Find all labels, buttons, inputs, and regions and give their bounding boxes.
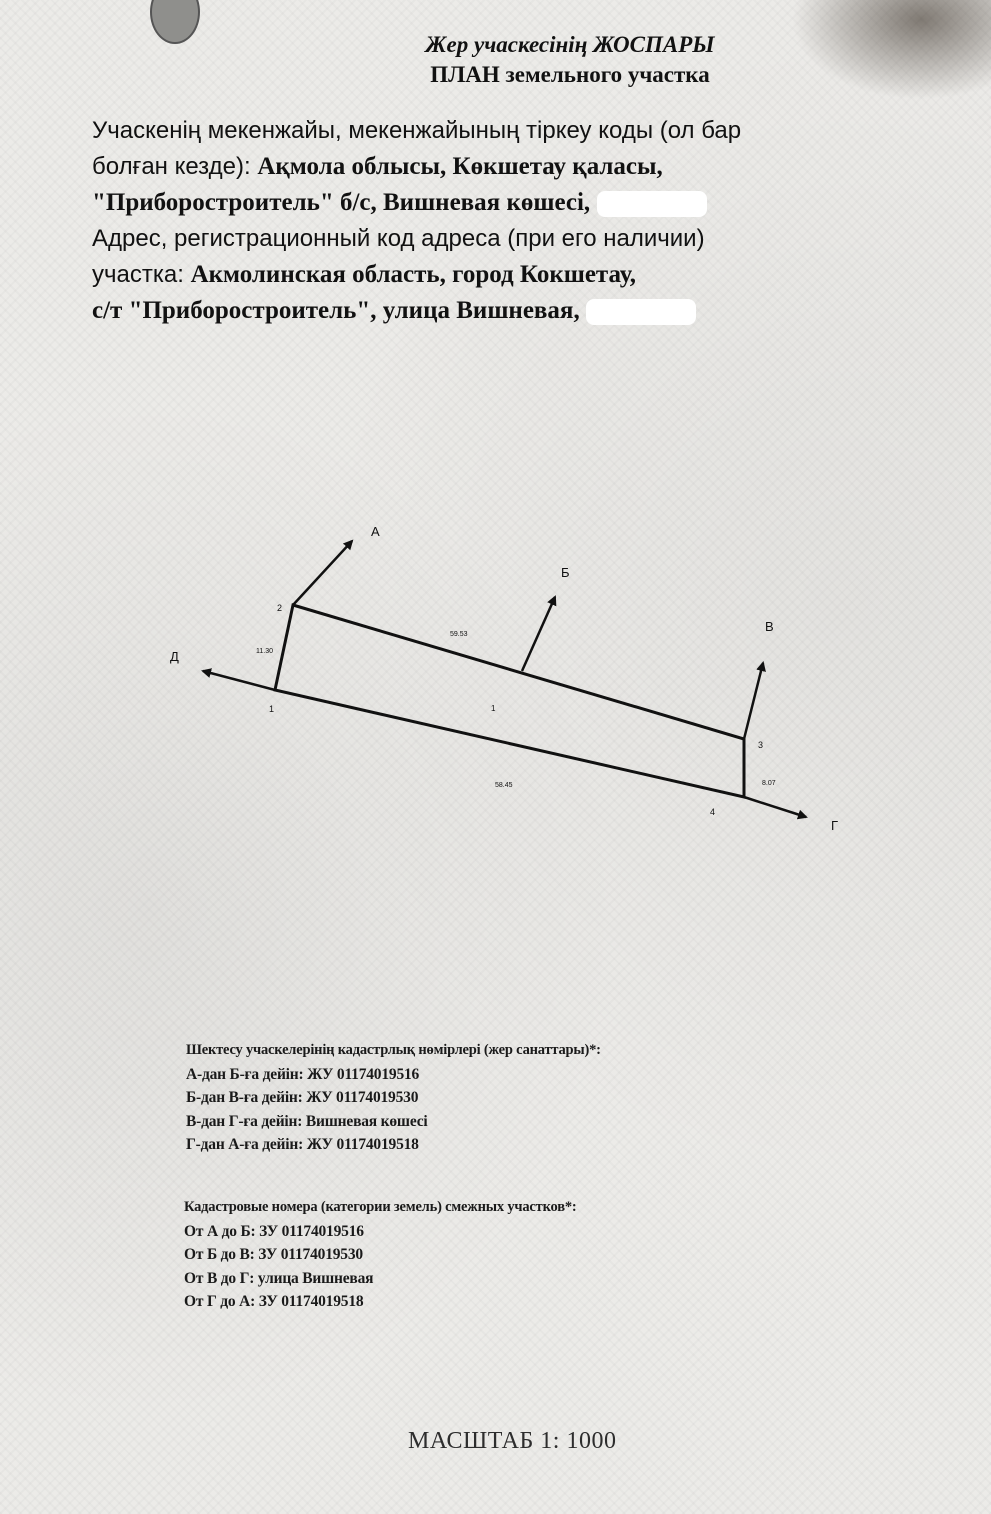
dimension-side-3-4: 8.07 [762,780,776,787]
dimension-side-2-3: 59.53 [450,631,468,638]
arrow-v [744,663,763,739]
direction-label-d: Д [170,649,179,664]
arrow-a [293,541,352,605]
direction-label-b: Б [561,565,570,580]
neighbors-kz-row: А-дан Б-ға дейін: ЖУ 01174019516 [186,1065,420,1083]
address-kz-label-line1: Учаскенің мекенжайы, мекенжайының тіркеу коды (ол бар [92,117,742,144]
point-label-1: 1 [269,704,275,714]
neighbors-ru-row: От В до Г: улица Вишневая [184,1269,374,1287]
arrow-d [203,671,275,690]
address-kz-label-line2: болған кезде): [92,153,258,180]
neighbors-kz-row: Б-дан В-ға дейін: ЖУ 01174019530 [186,1089,419,1106]
dimension-side-1-2: 11.30 [256,648,273,655]
neighbors-kz-row: Г-дан А-ға дейін: ЖУ 01174019518 [186,1136,419,1153]
map-scale: МАСШТАБ 1: 1000 [408,1428,617,1454]
point-label-2: 2 [277,603,283,613]
dimension-side-4-1: 58.45 [495,782,513,789]
address-ru-value-line2: Акмолинская область, город Кокшетау, [190,261,636,288]
direction-label-a: А [371,524,380,539]
neighbors-russian [184,1196,577,1314]
point-label-3: 3 [758,740,764,750]
direction-label-v: В [765,619,774,634]
neighbors-ru-row: От Г до А: ЗУ 01174019518 [184,1293,364,1310]
arrow-g [744,797,806,817]
point-label-4: 4 [710,807,716,817]
neighbors-ru-row: От Б до В: ЗУ 01174019530 [184,1246,363,1263]
neighbors-ru-row: От А до Б: ЗУ 01174019516 [184,1222,364,1240]
plot-boundary [275,605,744,797]
address-kz-value-line2: Ақмола облысы, Көкшетау қаласы, [257,153,663,180]
neighbors-kz-row: В-дан Г-ға дейін: Вишневая көшесі [186,1112,428,1130]
address-ru-label-line1: Адрес, регистрационный код адреса (при его наличии) [92,225,705,252]
title-russian: ПЛАН земельного участка [430,62,710,87]
neighbors-kazakh [186,1039,601,1157]
arrow-b [522,597,555,671]
neighbors-ru-heading: Кадастровые номера (категории земель) смежных участков*: [184,1199,577,1215]
plot-center-mark: 1 [491,704,496,713]
neighbors-kz-heading: Шектесу учаскелерінің кадастрлық нөмірлері (жер санаттары)*: [186,1042,601,1058]
title-kazakh: Жер учаскесінің ЖОСПАРЫ [425,32,715,57]
address-kz-value-line3: "Приборостроитель" б/с, Вишневая көшесі, [92,189,591,216]
direction-label-g: Г [831,818,839,833]
address-ru-value-line3: с/т "Приборостроитель", улица Вишневая, [92,297,580,324]
address-ru-label-line2: участка: [92,261,191,288]
